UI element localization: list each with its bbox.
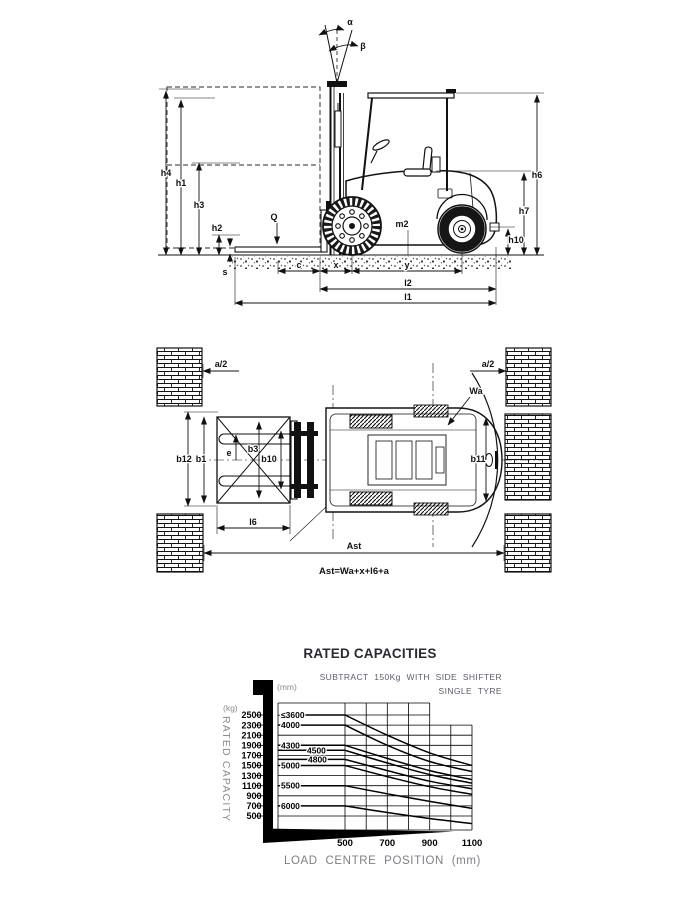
dim-label-h6: h6	[531, 170, 543, 180]
y-tick-label: 1100	[241, 780, 262, 791]
chart-note-side-shifter: SUBTRACT 150Kg WITH SIDE SHIFTER	[319, 672, 502, 682]
dim-label-b11: b11	[470, 454, 486, 464]
chart-title: RATED CAPACITIES	[303, 646, 437, 661]
dim-label-s: s	[222, 267, 228, 277]
ast-dimension	[204, 541, 504, 577]
dim-label-y: y	[404, 260, 410, 270]
x-axis-label: LOAD CENTRE POSITION (mm)	[284, 855, 481, 867]
dim-label-a2-right: a/2	[481, 359, 495, 369]
y-tick-label: 2100	[241, 730, 262, 741]
dim-label-b12: b12	[176, 454, 192, 464]
fork	[235, 210, 327, 252]
x-tick-label: 900	[421, 838, 438, 849]
dim-label-beta: β	[360, 41, 366, 51]
dim-label-ast: Ast	[346, 541, 362, 551]
front-tyre-top	[350, 415, 392, 428]
wall-block-mid-right	[505, 414, 551, 500]
air-cleaner	[432, 157, 440, 172]
capacity-unit: (kg)	[223, 703, 238, 713]
dim-label-e: e	[226, 448, 232, 458]
series-label: 5500	[281, 780, 300, 791]
y-tick-label: 1900	[241, 740, 262, 751]
top-view-diagram	[140, 335, 570, 585]
capacity-chart	[222, 645, 542, 885]
capacity-curve	[278, 766, 472, 795]
y-tick-label: 2300	[241, 720, 262, 731]
dim-label-h3: h3	[193, 200, 205, 210]
y-tick-label: 500	[246, 811, 262, 822]
side-view-diagram	[140, 5, 560, 320]
dim-label-b1: b1	[195, 454, 207, 464]
mast-height-unit: (mm)	[277, 682, 297, 692]
l6-dimension	[217, 505, 290, 534]
dim-label-h4: h4	[160, 168, 172, 178]
dim-label-wa: Wa	[469, 386, 483, 396]
seat	[404, 147, 432, 176]
steering-wheel-icon	[371, 138, 390, 163]
dim-label-c: c	[296, 260, 302, 270]
x-tick-label: 700	[379, 838, 396, 849]
ast-formula: Ast=Wa+x+l6+a	[319, 566, 389, 577]
tow-pin-top	[486, 454, 493, 467]
dim-label-h2: h2	[211, 223, 223, 233]
dim-label-h7: h7	[518, 206, 530, 216]
tilt-angles	[319, 17, 366, 83]
y-tick-label: 900	[246, 791, 262, 801]
load-outline	[167, 87, 320, 248]
front-tyre-bottom	[350, 492, 392, 505]
dim-label-b3: b3	[247, 444, 259, 454]
series-label: 4800	[308, 754, 327, 765]
front-wheel	[323, 197, 381, 255]
a2-dimensions	[203, 359, 506, 378]
steer-axis-line	[290, 505, 328, 541]
series-label: 4300	[281, 740, 300, 751]
x-tick-label: 500	[337, 838, 353, 849]
x-tick-label: 1100	[461, 838, 483, 849]
wall-block-bottom-left	[157, 514, 203, 572]
wall-block-bottom-right	[505, 514, 551, 572]
wall-block-top-right	[506, 348, 551, 406]
series-label: 4500	[307, 745, 326, 756]
dim-label-b10: b10	[261, 454, 277, 464]
dim-label-x: x	[333, 260, 339, 270]
y-tick-label: 1700	[241, 750, 262, 761]
y-tick-label: 700	[246, 801, 262, 812]
dim-label-l1: l1	[404, 292, 412, 302]
y-axis-label: RATED CAPACITY	[220, 716, 232, 823]
dim-label-h10: h10	[508, 235, 524, 245]
dim-label-m2: m2	[395, 219, 409, 229]
y-tick-label: 1300	[241, 770, 262, 781]
chart-note-single-tyre: SINGLE TYRE	[438, 686, 502, 696]
y-tick-label: 1500	[241, 760, 262, 771]
rear-tyre-top	[414, 405, 448, 417]
rear-tyre-bottom	[414, 503, 448, 515]
wall-block-top-left	[157, 348, 202, 406]
dim-label-l6: l6	[249, 517, 257, 527]
series-label: ≤3600	[281, 710, 305, 720]
y-tick-label: 2500	[241, 710, 262, 721]
dim-label-alpha: α	[347, 17, 353, 27]
series-label: 6000	[281, 800, 300, 811]
ground-hatch	[228, 256, 512, 269]
length-dimensions	[235, 247, 496, 305]
capacity-plot	[222, 645, 542, 885]
dim-label-q: Q	[270, 212, 278, 222]
dim-label-l2: l2	[404, 278, 412, 288]
dim-label-h1: h1	[175, 178, 187, 188]
dim-label-a2-left: a/2	[214, 359, 228, 369]
series-label: 4000	[281, 720, 300, 731]
rear-wheel	[438, 205, 486, 253]
capacity-curve	[278, 806, 472, 824]
series-label: 5000	[281, 760, 300, 771]
